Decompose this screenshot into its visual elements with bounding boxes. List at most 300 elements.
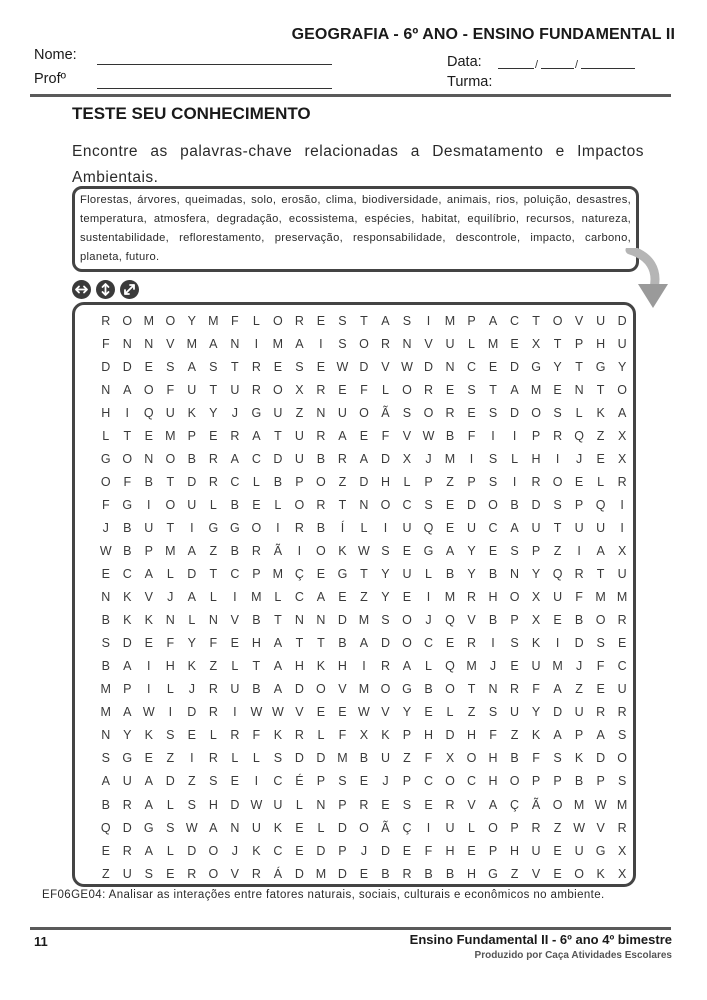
grid-letter[interactable]: T [532,313,540,328]
grid-letter[interactable]: R [122,797,132,812]
grid-letter[interactable]: E [166,866,175,881]
grid-letter[interactable]: V [424,336,433,351]
grid-letter[interactable]: T [596,567,605,582]
grid-letter[interactable]: S [553,751,562,766]
grid-letter[interactable]: E [209,428,218,443]
grid-letter[interactable]: C [273,774,283,789]
grid-letter[interactable]: E [553,866,562,881]
grid-letter[interactable]: E [467,843,476,858]
grid-letter[interactable]: R [531,474,541,489]
grid-letter[interactable]: K [316,659,326,674]
grid-letter[interactable]: N [165,613,175,628]
grid-letter[interactable]: I [297,543,302,558]
grid-letter[interactable]: L [295,797,303,812]
grid-letter[interactable]: P [531,428,541,443]
grid-letter[interactable]: O [552,797,563,812]
grid-letter[interactable]: R [423,382,433,397]
grid-letter[interactable]: H [510,843,520,858]
grid-letter[interactable]: I [512,428,517,443]
grid-letter[interactable]: R [208,751,218,766]
grid-letter[interactable]: O [617,382,627,397]
grid-letter[interactable]: O [316,543,326,558]
date-month-field[interactable] [541,68,574,69]
grid-letter[interactable]: W [250,705,263,720]
grid-letter[interactable]: R [445,797,455,812]
grid-letter[interactable]: D [553,705,563,720]
grid-letter[interactable]: M [530,382,542,397]
grid-letter[interactable]: T [467,682,476,697]
grid-letter[interactable]: O [251,520,262,535]
grid-letter[interactable]: O [208,866,219,881]
grid-letter[interactable]: D [101,359,111,374]
grid-letter[interactable]: R [208,682,218,697]
grid-letter[interactable]: R [553,428,563,443]
grid-letter[interactable]: E [144,751,153,766]
grid-letter[interactable]: J [167,590,174,605]
grid-letter[interactable]: T [252,659,261,674]
grid-letter[interactable]: Z [446,474,454,489]
grid-letter[interactable]: E [101,843,110,858]
grid-letter[interactable]: H [488,751,498,766]
grid-letter[interactable]: M [165,543,176,558]
grid-letter[interactable]: H [467,728,477,743]
grid-letter[interactable]: T [166,520,175,535]
grid-letter[interactable]: R [251,359,261,374]
grid-letter[interactable]: M [444,590,456,605]
grid-letter[interactable]: E [144,428,153,443]
grid-letter[interactable]: O [402,613,412,628]
grid-letter[interactable]: Z [360,590,368,605]
grid-letter[interactable]: N [230,336,240,351]
grid-letter[interactable]: W [185,820,198,835]
grid-letter[interactable]: R [294,728,304,743]
grid-letter[interactable]: E [574,474,584,489]
grid-letter[interactable]: N [316,797,326,812]
grid-letter[interactable]: B [144,474,153,489]
grid-letter[interactable]: M [358,682,370,697]
grid-letter[interactable]: S [467,382,476,397]
grid-letter[interactable]: T [489,382,497,397]
grid-letter[interactable]: A [359,636,369,651]
grid-letter[interactable]: Z [510,866,519,881]
grid-letter[interactable]: Q [445,659,455,674]
grid-letter[interactable]: Q [143,405,154,420]
grid-letter[interactable]: M [337,751,348,766]
grid-letter[interactable]: U [230,682,240,697]
grid-letter[interactable]: L [360,520,368,535]
grid-letter[interactable]: S [381,613,390,628]
grid-letter[interactable]: D [337,866,347,881]
grid-letter[interactable]: Z [575,682,583,697]
grid-letter[interactable]: Z [467,705,476,720]
grid-letter[interactable]: W [594,797,607,812]
grid-letter[interactable]: X [617,843,627,858]
grid-letter[interactable]: D [596,751,606,766]
grid-letter[interactable]: S [510,543,519,558]
grid-letter[interactable]: A [445,543,455,558]
grid-letter[interactable]: Y [381,567,390,582]
grid-letter[interactable]: B [101,659,110,674]
grid-letter[interactable]: U [251,820,261,835]
grid-letter[interactable]: U [617,567,627,582]
grid-letter[interactable]: S [488,705,498,720]
grid-letter[interactable]: K [531,728,541,743]
grid-letter[interactable]: T [209,382,218,397]
grid-letter[interactable]: T [317,636,325,651]
grid-letter[interactable]: B [574,774,584,789]
grid-letter[interactable]: S [381,543,390,558]
grid-letter[interactable]: A [510,382,519,397]
grid-letter[interactable]: C [423,774,433,789]
grid-letter[interactable]: V [402,428,412,443]
grid-letter[interactable]: U [402,520,412,535]
grid-letter[interactable]: Z [403,751,411,766]
grid-letter[interactable]: M [251,590,262,605]
grid-letter[interactable]: I [276,520,280,535]
grid-letter[interactable]: E [359,428,369,443]
grid-letter[interactable]: R [467,636,477,651]
grid-letter[interactable]: Z [553,820,562,835]
grid-letter[interactable]: S [295,359,304,374]
grid-letter[interactable]: G [488,866,498,881]
grid-letter[interactable]: A [252,428,261,443]
grid-letter[interactable]: I [426,590,431,605]
grid-letter[interactable]: K [596,405,605,420]
grid-letter[interactable]: Z [101,866,110,881]
grid-letter[interactable]: E [230,636,240,651]
grid-letter[interactable]: T [575,359,583,374]
grid-letter[interactable]: L [166,843,174,858]
grid-letter[interactable]: B [381,866,390,881]
grid-letter[interactable]: B [424,866,433,881]
grid-letter[interactable]: C [273,843,283,858]
grid-letter[interactable]: A [209,820,218,835]
grid-letter[interactable]: C [488,520,498,535]
grid-letter[interactable]: W [250,797,263,812]
grid-letter[interactable]: X [617,428,627,443]
name-field[interactable] [97,64,332,65]
grid-letter[interactable]: W [358,543,370,558]
grid-letter[interactable]: E [424,797,433,812]
grid-letter[interactable]: L [317,728,325,743]
grid-letter[interactable]: Z [188,774,196,789]
grid-letter[interactable]: A [273,636,283,651]
grid-letter[interactable]: E [553,382,562,397]
grid-letter[interactable]: A [510,520,519,535]
grid-letter[interactable]: A [209,336,218,351]
grid-letter[interactable]: S [187,797,196,812]
grid-letter[interactable]: W [99,543,112,558]
grid-letter[interactable]: K [381,728,390,743]
grid-letter[interactable]: S [488,451,498,466]
grid-letter[interactable]: N [230,820,240,835]
grid-letter[interactable]: R [617,705,627,720]
grid-letter[interactable]: P [402,774,412,789]
grid-letter[interactable]: G [100,451,111,466]
grid-letter[interactable]: I [254,774,259,789]
grid-letter[interactable]: F [596,659,605,674]
grid-letter[interactable]: F [123,474,132,489]
grid-letter[interactable]: E [359,866,369,881]
grid-letter[interactable]: B [574,613,584,628]
grid-letter[interactable]: Q [445,613,455,628]
grid-letter[interactable]: U [273,405,283,420]
grid-letter[interactable]: D [380,843,390,858]
grid-letter[interactable]: E [596,451,605,466]
grid-letter[interactable]: E [445,636,455,651]
grid-letter[interactable]: J [231,405,238,420]
grid-letter[interactable]: P [338,797,347,812]
grid-letter[interactable]: E [381,797,390,812]
grid-letter[interactable]: G [229,520,240,535]
grid-letter[interactable]: Ã [273,543,283,558]
grid-letter[interactable]: C [617,659,627,674]
grid-letter[interactable]: L [511,451,519,466]
grid-letter[interactable]: M [552,659,563,674]
grid-letter[interactable]: Z [166,751,175,766]
grid-letter[interactable]: D [467,497,477,512]
grid-letter[interactable]: R [208,705,218,720]
grid-letter[interactable]: Á [273,866,283,881]
grid-letter[interactable]: E [338,705,347,720]
grid-letter[interactable]: S [488,474,498,489]
grid-letter[interactable]: R [208,451,218,466]
grid-letter[interactable]: L [597,474,605,489]
grid-letter[interactable]: Y [531,567,541,582]
grid-letter[interactable]: A [123,705,132,720]
grid-letter[interactable]: F [424,843,433,858]
grid-letter[interactable]: A [123,659,132,674]
grid-letter[interactable]: P [402,728,412,743]
grid-letter[interactable]: A [381,313,390,328]
grid-letter[interactable]: A [187,359,196,374]
grid-letter[interactable]: I [147,682,151,697]
grid-letter[interactable]: B [123,543,132,558]
grid-letter[interactable]: R [531,820,541,835]
grid-letter[interactable]: E [467,405,476,420]
grid-letter[interactable]: K [574,751,584,766]
grid-letter[interactable]: M [616,797,628,812]
grid-letter[interactable]: V [230,613,240,628]
grid-letter[interactable]: E [445,382,455,397]
grid-letter[interactable]: V [381,359,390,374]
grid-letter[interactable]: O [208,843,219,858]
grid-letter[interactable]: A [273,682,283,697]
grid-letter[interactable]: M [100,705,111,720]
grid-letter[interactable]: N [510,567,520,582]
grid-letter[interactable]: J [575,451,583,466]
grid-letter[interactable]: G [122,497,133,512]
grid-letter[interactable]: C [230,567,240,582]
grid-letter[interactable]: Z [295,405,304,420]
grid-letter[interactable]: U [122,866,132,881]
grid-letter[interactable]: B [101,613,110,628]
grid-letter[interactable]: O [531,405,541,420]
grid-letter[interactable]: M [272,336,284,351]
grid-letter[interactable]: I [233,590,237,605]
grid-letter[interactable]: S [402,313,412,328]
grid-letter[interactable]: E [338,382,347,397]
grid-letter[interactable]: I [362,659,366,674]
grid-letter[interactable]: P [252,567,261,582]
grid-letter[interactable]: P [574,336,584,351]
grid-letter[interactable]: Y [553,359,562,374]
grid-letter[interactable]: E [273,359,283,374]
grid-letter[interactable]: P [553,774,562,789]
grid-letter[interactable]: R [380,336,390,351]
grid-letter[interactable]: S [101,751,110,766]
grid-letter[interactable]: I [125,405,130,420]
grid-letter[interactable]: W [358,705,370,720]
grid-letter[interactable]: I [469,451,474,466]
grid-letter[interactable]: N [294,613,304,628]
grid-letter[interactable]: C [402,497,412,512]
grid-letter[interactable]: U [467,520,477,535]
grid-letter[interactable]: D [187,567,197,582]
grid-letter[interactable]: B [424,682,433,697]
grid-letter[interactable]: D [187,843,197,858]
grid-letter[interactable]: X [531,336,541,351]
grid-letter[interactable]: R [294,520,304,535]
grid-letter[interactable]: I [319,336,323,351]
grid-letter[interactable]: Y [187,636,196,651]
grid-letter[interactable]: U [574,520,584,535]
grid-letter[interactable]: R [510,682,520,697]
grid-letter[interactable]: O [143,382,154,397]
grid-letter[interactable]: R [316,497,326,512]
grid-letter[interactable]: F [381,428,390,443]
grid-letter[interactable]: Y [187,313,196,328]
grid-letter[interactable]: M [595,590,606,605]
grid-letter[interactable]: L [209,497,217,512]
grid-letter[interactable]: K [187,659,196,674]
grid-letter[interactable]: D [187,474,197,489]
grid-letter[interactable]: U [596,313,606,328]
grid-letter[interactable]: F [166,636,175,651]
grid-letter[interactable]: S [488,405,498,420]
grid-letter[interactable]: K [596,866,605,881]
grid-letter[interactable]: L [252,313,260,328]
grid-letter[interactable]: U [122,774,132,789]
grid-letter[interactable]: O [359,405,369,420]
grid-letter[interactable]: S [166,728,175,743]
grid-letter[interactable]: K [144,613,153,628]
grid-letter[interactable]: N [316,613,326,628]
grid-letter[interactable]: W [422,428,435,443]
grid-letter[interactable]: B [252,682,261,697]
grid-letter[interactable]: P [574,728,584,743]
grid-letter[interactable]: Q [595,497,606,512]
grid-letter[interactable]: O [402,382,412,397]
grid-letter[interactable]: V [531,866,541,881]
grid-letter[interactable]: U [187,382,197,397]
grid-letter[interactable]: M [616,590,628,605]
grid-letter[interactable]: R [402,866,412,881]
grid-letter[interactable]: N [574,382,584,397]
grid-letter[interactable]: B [359,751,369,766]
grid-letter[interactable]: O [617,751,627,766]
grid-letter[interactable]: A [144,774,153,789]
grid-letter[interactable]: D [294,682,304,697]
grid-letter[interactable]: A [488,313,498,328]
grid-letter[interactable]: B [230,497,240,512]
grid-letter[interactable]: A [144,567,153,582]
grid-letter[interactable]: H [165,659,175,674]
grid-letter[interactable]: C [122,567,132,582]
grid-letter[interactable]: S [209,359,218,374]
grid-letter[interactable]: V [574,313,584,328]
grid-letter[interactable]: X [617,866,627,881]
grid-letter[interactable]: V [381,705,390,720]
grid-letter[interactable]: P [531,774,541,789]
grid-letter[interactable]: M [315,866,327,881]
grid-letter[interactable]: L [209,590,217,605]
grid-letter[interactable]: T [231,359,239,374]
grid-letter[interactable]: K [123,590,132,605]
grid-letter[interactable]: B [488,613,498,628]
grid-letter[interactable]: J [188,682,195,697]
grid-letter[interactable]: D [316,843,326,858]
grid-letter[interactable]: U [617,682,627,697]
grid-letter[interactable]: U [380,751,390,766]
grid-letter[interactable]: C [467,359,477,374]
grid-letter[interactable]: H [488,590,498,605]
grid-letter[interactable]: S [338,774,347,789]
grid-letter[interactable]: P [467,474,476,489]
grid-letter[interactable]: S [273,751,283,766]
grid-letter[interactable]: D [380,451,390,466]
grid-letter[interactable]: D [294,751,304,766]
grid-letter[interactable]: E [316,705,326,720]
grid-letter[interactable]: D [531,497,541,512]
grid-letter[interactable]: H [101,405,111,420]
grid-letter[interactable]: L [231,751,239,766]
grid-letter[interactable]: Y [381,590,390,605]
grid-letter[interactable]: S [510,636,519,651]
grid-letter[interactable]: P [316,774,326,789]
grid-letter[interactable]: U [574,843,584,858]
grid-letter[interactable]: B [316,451,326,466]
grid-letter[interactable]: Ç [402,820,412,835]
grid-letter[interactable]: H [380,474,390,489]
grid-letter[interactable]: O [488,820,498,835]
grid-letter[interactable]: E [316,567,326,582]
grid-letter[interactable]: W [271,705,284,720]
grid-letter[interactable]: D [380,636,390,651]
grid-letter[interactable]: D [122,820,132,835]
grid-letter[interactable]: O [273,313,283,328]
grid-letter[interactable]: I [254,336,259,351]
grid-letter[interactable]: L [166,797,174,812]
grid-letter[interactable]: R [467,590,477,605]
grid-letter[interactable]: O [488,497,498,512]
grid-letter[interactable]: M [143,313,154,328]
grid-letter[interactable]: E [402,843,412,858]
grid-letter[interactable]: H [531,451,541,466]
grid-letter[interactable]: V [338,682,347,697]
grid-letter[interactable]: I [168,705,173,720]
grid-letter[interactable]: D [574,636,584,651]
grid-letter[interactable]: L [425,567,432,582]
grid-letter[interactable]: W [336,359,349,374]
grid-letter[interactable]: E [295,820,304,835]
grid-letter[interactable]: B [230,543,240,558]
grid-letter[interactable]: S [338,313,347,328]
grid-letter[interactable]: B [445,866,455,881]
grid-letter[interactable]: R [445,405,455,420]
grid-letter[interactable]: S [402,405,412,420]
grid-letter[interactable]: X [445,751,455,766]
